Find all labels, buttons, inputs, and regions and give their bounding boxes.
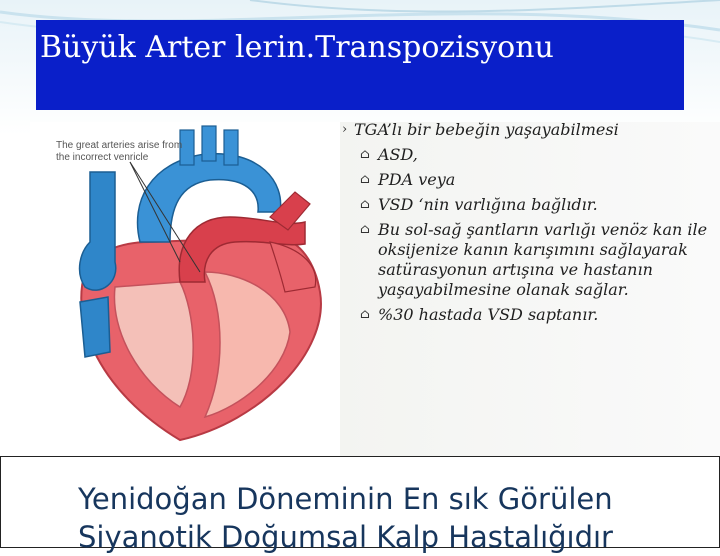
bullet-list	[342, 120, 718, 330]
sub-bullet-icon: ⌂	[360, 307, 370, 322]
heart-figure-panel	[30, 122, 340, 447]
footer-line-2: Siyanotik Doğumsal Kalp Hastalığıdır	[78, 520, 613, 554]
footer-text	[78, 480, 613, 556]
bullet-item	[342, 220, 718, 300]
caption-line-1: The great arteries arise from	[56, 140, 183, 151]
sub-bullet-icon: ⌂	[360, 222, 370, 237]
bullet-item-text: ASD,	[378, 145, 418, 164]
bullet-marker-icon: ›	[342, 122, 348, 137]
heart-diagram	[30, 122, 340, 447]
bullet-item-text: VSD ‘nin varlığına bağlıdır.	[378, 195, 598, 214]
bullet-item	[342, 145, 718, 165]
bullet-item-text: PDA veya	[378, 170, 456, 189]
bullet-item	[342, 305, 718, 325]
bullet-item-text: %30 hastada VSD saptanır.	[378, 305, 599, 324]
bullet-main	[342, 120, 718, 140]
caption-line-2: the incorrect venricle	[56, 152, 149, 163]
bullet-item-text: Bu sol-sağ şantların varlığı venöz kan ile oksijenize kanın karışımını sağlayarak satürasyonun artışına ve hastanın yaşayabilmesine olanak sağlar.	[378, 220, 708, 299]
slide-title: Büyük Arter lerin.Transpozisyonu	[40, 30, 554, 65]
sub-bullet-icon: ⌂	[360, 197, 370, 212]
bullet-item	[342, 195, 718, 215]
sub-bullet-icon: ⌂	[360, 147, 370, 162]
bullet-item	[342, 170, 718, 190]
bullet-main-text: TGA’lı bir bebeğin yaşayabilmesi	[354, 120, 619, 139]
figure-caption	[56, 140, 206, 164]
footer-line-1: Yenidoğan Döneminin En sık Görülen	[78, 482, 613, 516]
sub-bullet-icon: ⌂	[360, 172, 370, 187]
